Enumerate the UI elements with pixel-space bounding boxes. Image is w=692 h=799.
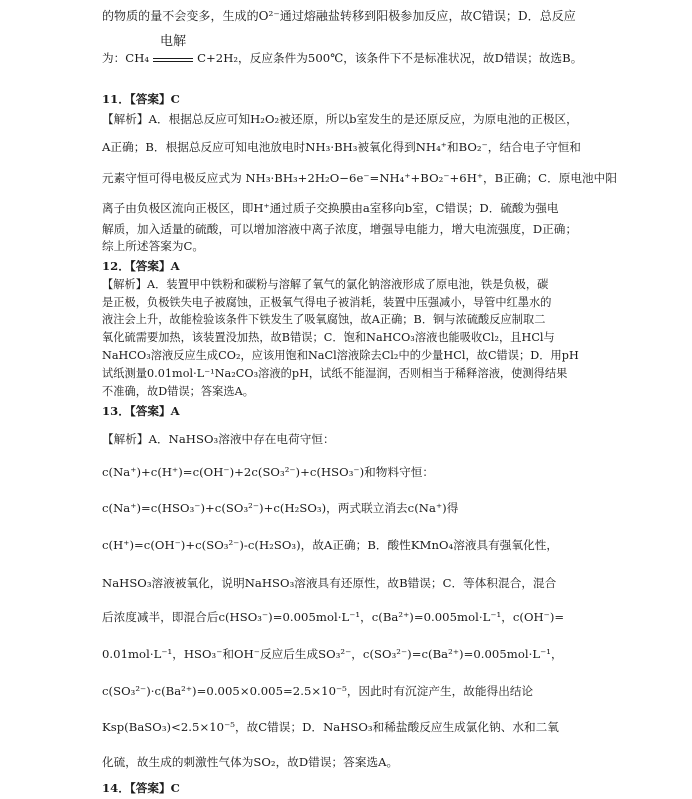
text-line: 离子由负极区流向正极区，即H⁺通过质子交换膜由a室移向b室，C错误；D．硫酸为强电: [102, 201, 559, 215]
text-line: c(Na⁺)+c(H⁺)=c(OH⁻)+2c(SO₃²⁻)+c(HSO₃⁻)和物料守恒：: [102, 465, 435, 479]
text-line: 元素守恒可得电极反应式为 NH₃·BH₃+2H₂O−6e⁻=NH₄⁺+BO₂⁻+6H⁺，B正确；C．原电池中阳: [102, 171, 617, 185]
equation-left: 为：CH₄: [102, 51, 150, 65]
text-line: 【解析】A．根据总反应可知H₂O₂被还原，所以b室发生的是还原反应，为原电池的正极区，: [102, 112, 578, 126]
text-line: 不准确，故D错误；答案选A。: [102, 385, 254, 398]
answer-heading: 12．【答案】A: [102, 259, 180, 273]
answer-heading: 11．【答案】C: [102, 92, 180, 106]
text-line: 后浓度减半，即混合后c(HSO₃⁻)=0.005mol·L⁻¹，c(Ba²⁺)=0.005mol·L⁻¹，c(OH⁻)=: [102, 610, 565, 624]
text-line: c(SO₃²⁻)·c(Ba²⁺)=0.005×0.005=2.5×10⁻⁵，因此时有沉淀产生，故能得出结论: [102, 684, 534, 698]
text-line: Ksp(BaSO₃)<2.5×10⁻⁵，故C错误；D．NaHSO₃和稀盐酸反应生成氯化钠、水和二氧: [102, 720, 559, 734]
text-line: 化硫，故生成的刺激性气体为SO₂，故D错误；答案选A。: [102, 755, 399, 769]
answer-heading: 13．【答案】A: [102, 404, 180, 418]
electrolysis-sign: [153, 34, 193, 62]
text-line: 的物质的量不会变多，生成的O²⁻通过熔融盐转移到阳极参加反应，故C错误；D．总反应: [102, 9, 576, 23]
text-line: c(Na⁺)=c(HSO₃⁻)+c(SO₃²⁻)+c(H₂SO₃)，两式联立消去c(Na⁺)得: [102, 501, 459, 515]
text-line: c(H⁺)=c(OH⁻)+c(SO₃²⁻)-c(H₂SO₃)，故A正确；B．酸性KMnO₄溶液具有强氧化性，: [102, 538, 559, 552]
electrolysis-label: 电解: [160, 34, 187, 49]
text-line: 综上所述答案为C。: [102, 239, 205, 253]
text-line: 【解析】A．NaHSO₃溶液中存在电荷守恒：: [102, 432, 335, 446]
text-line: NaHSO₃溶液被氧化，说明NaHSO₃溶液具有还原性，故B错误；C．等体积混合，混合: [102, 576, 557, 590]
text-line: 解质，加入适量的硫酸，可以增加溶液中离子浓度，增强导电能力，增大电流强度，D正确；: [102, 222, 578, 236]
text-line: 【解析】A．装置甲中铁粉和碳粉与溶解了氧气的氯化钠溶液形成了原电池，铁是负极，碳: [102, 278, 549, 291]
text-line: A正确；B．根据总反应可知电池放电时NH₃·BH₃被氧化得到NH₄⁺和BO₂⁻，结合电子守恒和: [102, 140, 581, 154]
text-line: 试纸测量0.01mol·L⁻¹Na₂CO₃溶液的pH，试纸不能湿润，否则相当于稀释溶液，使测得结果: [102, 367, 568, 380]
answer-heading: 14．【答案】C: [102, 781, 180, 795]
text-line: NaHCO₃溶液反应生成CO₂，应该用饱和NaCl溶液除去Cl₂中的少量HCl，故C错误；D．用pH: [102, 349, 579, 362]
text-line: 0.01mol·L⁻¹，HSO₃⁻和OH⁻反应后生成SO₃²⁻，c(SO₃²⁻)=c(Ba²⁺)=0.005mol·L⁻¹，: [102, 647, 563, 661]
equation-right: C+2H₂，反应条件为500℃，该条件下不是标准状况，故D错误；故选B。: [197, 51, 583, 65]
equation-line: [102, 34, 602, 65]
text-line: 是正极，负极铁失电子被腐蚀，正极氧气得电子被消耗，装置中压强减小，导管中红墨水的: [102, 296, 552, 309]
text-line: 氧化硫需要加热，该装置没加热，故B错误；C．饱和NaHCO₃溶液也能吸收Cl₂，且HCl与: [102, 331, 555, 344]
text-line: 液注会上升，故能检验该条件下铁发生了吸氧腐蚀，故A正确；B．铜与浓硫酸反应制取二: [102, 313, 546, 326]
